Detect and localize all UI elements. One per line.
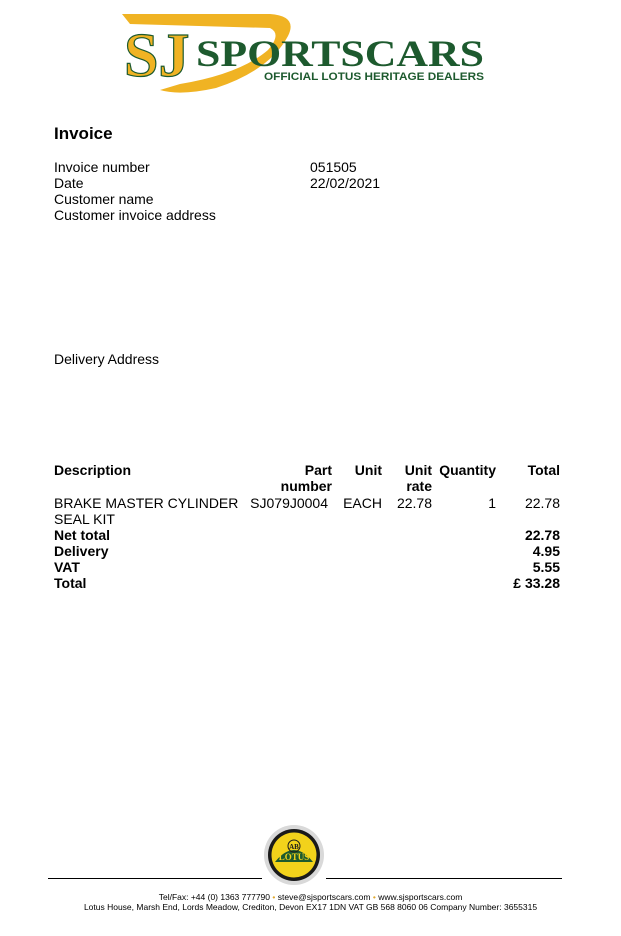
table-row bbox=[54, 495, 560, 527]
net-total-value: 22.78 bbox=[524, 527, 560, 543]
header-unit-rate bbox=[394, 462, 432, 494]
date-label: Date bbox=[54, 175, 84, 191]
footer-rule-left bbox=[48, 878, 262, 879]
grand-total-row bbox=[54, 575, 560, 591]
footer-rule-right bbox=[326, 878, 562, 879]
vat-row bbox=[54, 559, 560, 575]
delivery-address-label: Delivery Address bbox=[54, 351, 160, 367]
customer-address-row bbox=[54, 207, 454, 223]
logo-tagline: OFFICIAL LOTUS HERITAGE DEALERS bbox=[264, 71, 484, 83]
vat-value: 5.55 bbox=[532, 559, 560, 575]
delivery-row bbox=[54, 543, 560, 559]
invoice-number-row bbox=[54, 159, 454, 175]
row-part-number: SJ079J0004 bbox=[250, 495, 328, 511]
delivery-label: Delivery bbox=[54, 543, 109, 559]
invoice-number-value: 051505 bbox=[310, 159, 357, 175]
date-row bbox=[54, 175, 454, 191]
row-unit: EACH bbox=[343, 495, 382, 511]
header-total: Total bbox=[527, 462, 560, 478]
logo-name: SPORTSCARS bbox=[196, 34, 484, 75]
line-items-table bbox=[54, 462, 560, 591]
sj-sportscars-logo bbox=[120, 10, 490, 100]
customer-name-row bbox=[54, 191, 454, 207]
table-header bbox=[54, 462, 560, 494]
header-part-number: Part number bbox=[280, 462, 332, 494]
footer-contact-line bbox=[0, 892, 621, 902]
footer-website[interactable]: www.sjsportscars.com bbox=[378, 892, 463, 902]
grand-total-value: £ 33.28 bbox=[513, 575, 560, 591]
lotus-badge-icon bbox=[263, 824, 325, 886]
date-value: 22/02/2021 bbox=[310, 175, 381, 191]
row-total: 22.78 bbox=[524, 495, 560, 511]
grand-total-label: Total bbox=[54, 575, 87, 591]
footer-address-line: Lotus House, Marsh End, Lords Meadow, Crediton, Devon EX17 1DN VAT GB 568 8060 06 Company Number: 3655315 bbox=[83, 902, 538, 912]
header-unit-rate-line2: rate bbox=[406, 478, 432, 494]
header-unit: Unit bbox=[354, 462, 382, 478]
customer-name-label: Customer name bbox=[54, 191, 154, 207]
invoice-details bbox=[54, 159, 454, 223]
logo-initials: SJ bbox=[124, 22, 190, 90]
header-unit-rate-line1: Unit bbox=[404, 462, 432, 478]
footer-separator: • bbox=[272, 892, 276, 902]
footer-email[interactable]: steve@sjsportscars.com bbox=[277, 892, 371, 902]
invoice-title: Invoice bbox=[54, 124, 113, 143]
header-quantity: Quantity bbox=[439, 462, 496, 478]
svg-text:AB: AB bbox=[289, 843, 299, 851]
net-total-row bbox=[54, 527, 560, 543]
customer-address-label: Customer invoice address bbox=[54, 207, 216, 223]
footer-separator: • bbox=[372, 892, 376, 902]
footer-phone: Tel/Fax: +44 (0) 1363 777790 bbox=[158, 892, 271, 902]
net-total-label: Net total bbox=[54, 527, 110, 543]
row-unit-rate: 22.78 bbox=[396, 495, 432, 511]
delivery-value: 4.95 bbox=[532, 543, 560, 559]
header-description: Description bbox=[54, 462, 132, 478]
badge-text: LOTUS bbox=[278, 852, 310, 862]
vat-label: VAT bbox=[54, 559, 80, 575]
row-description-line1: BRAKE MASTER CYLINDER bbox=[54, 495, 239, 511]
invoice-number-label: Invoice number bbox=[54, 159, 150, 175]
row-description bbox=[54, 495, 254, 527]
row-description-line2: SEAL KIT bbox=[54, 511, 115, 527]
row-quantity: 1 bbox=[488, 495, 496, 511]
